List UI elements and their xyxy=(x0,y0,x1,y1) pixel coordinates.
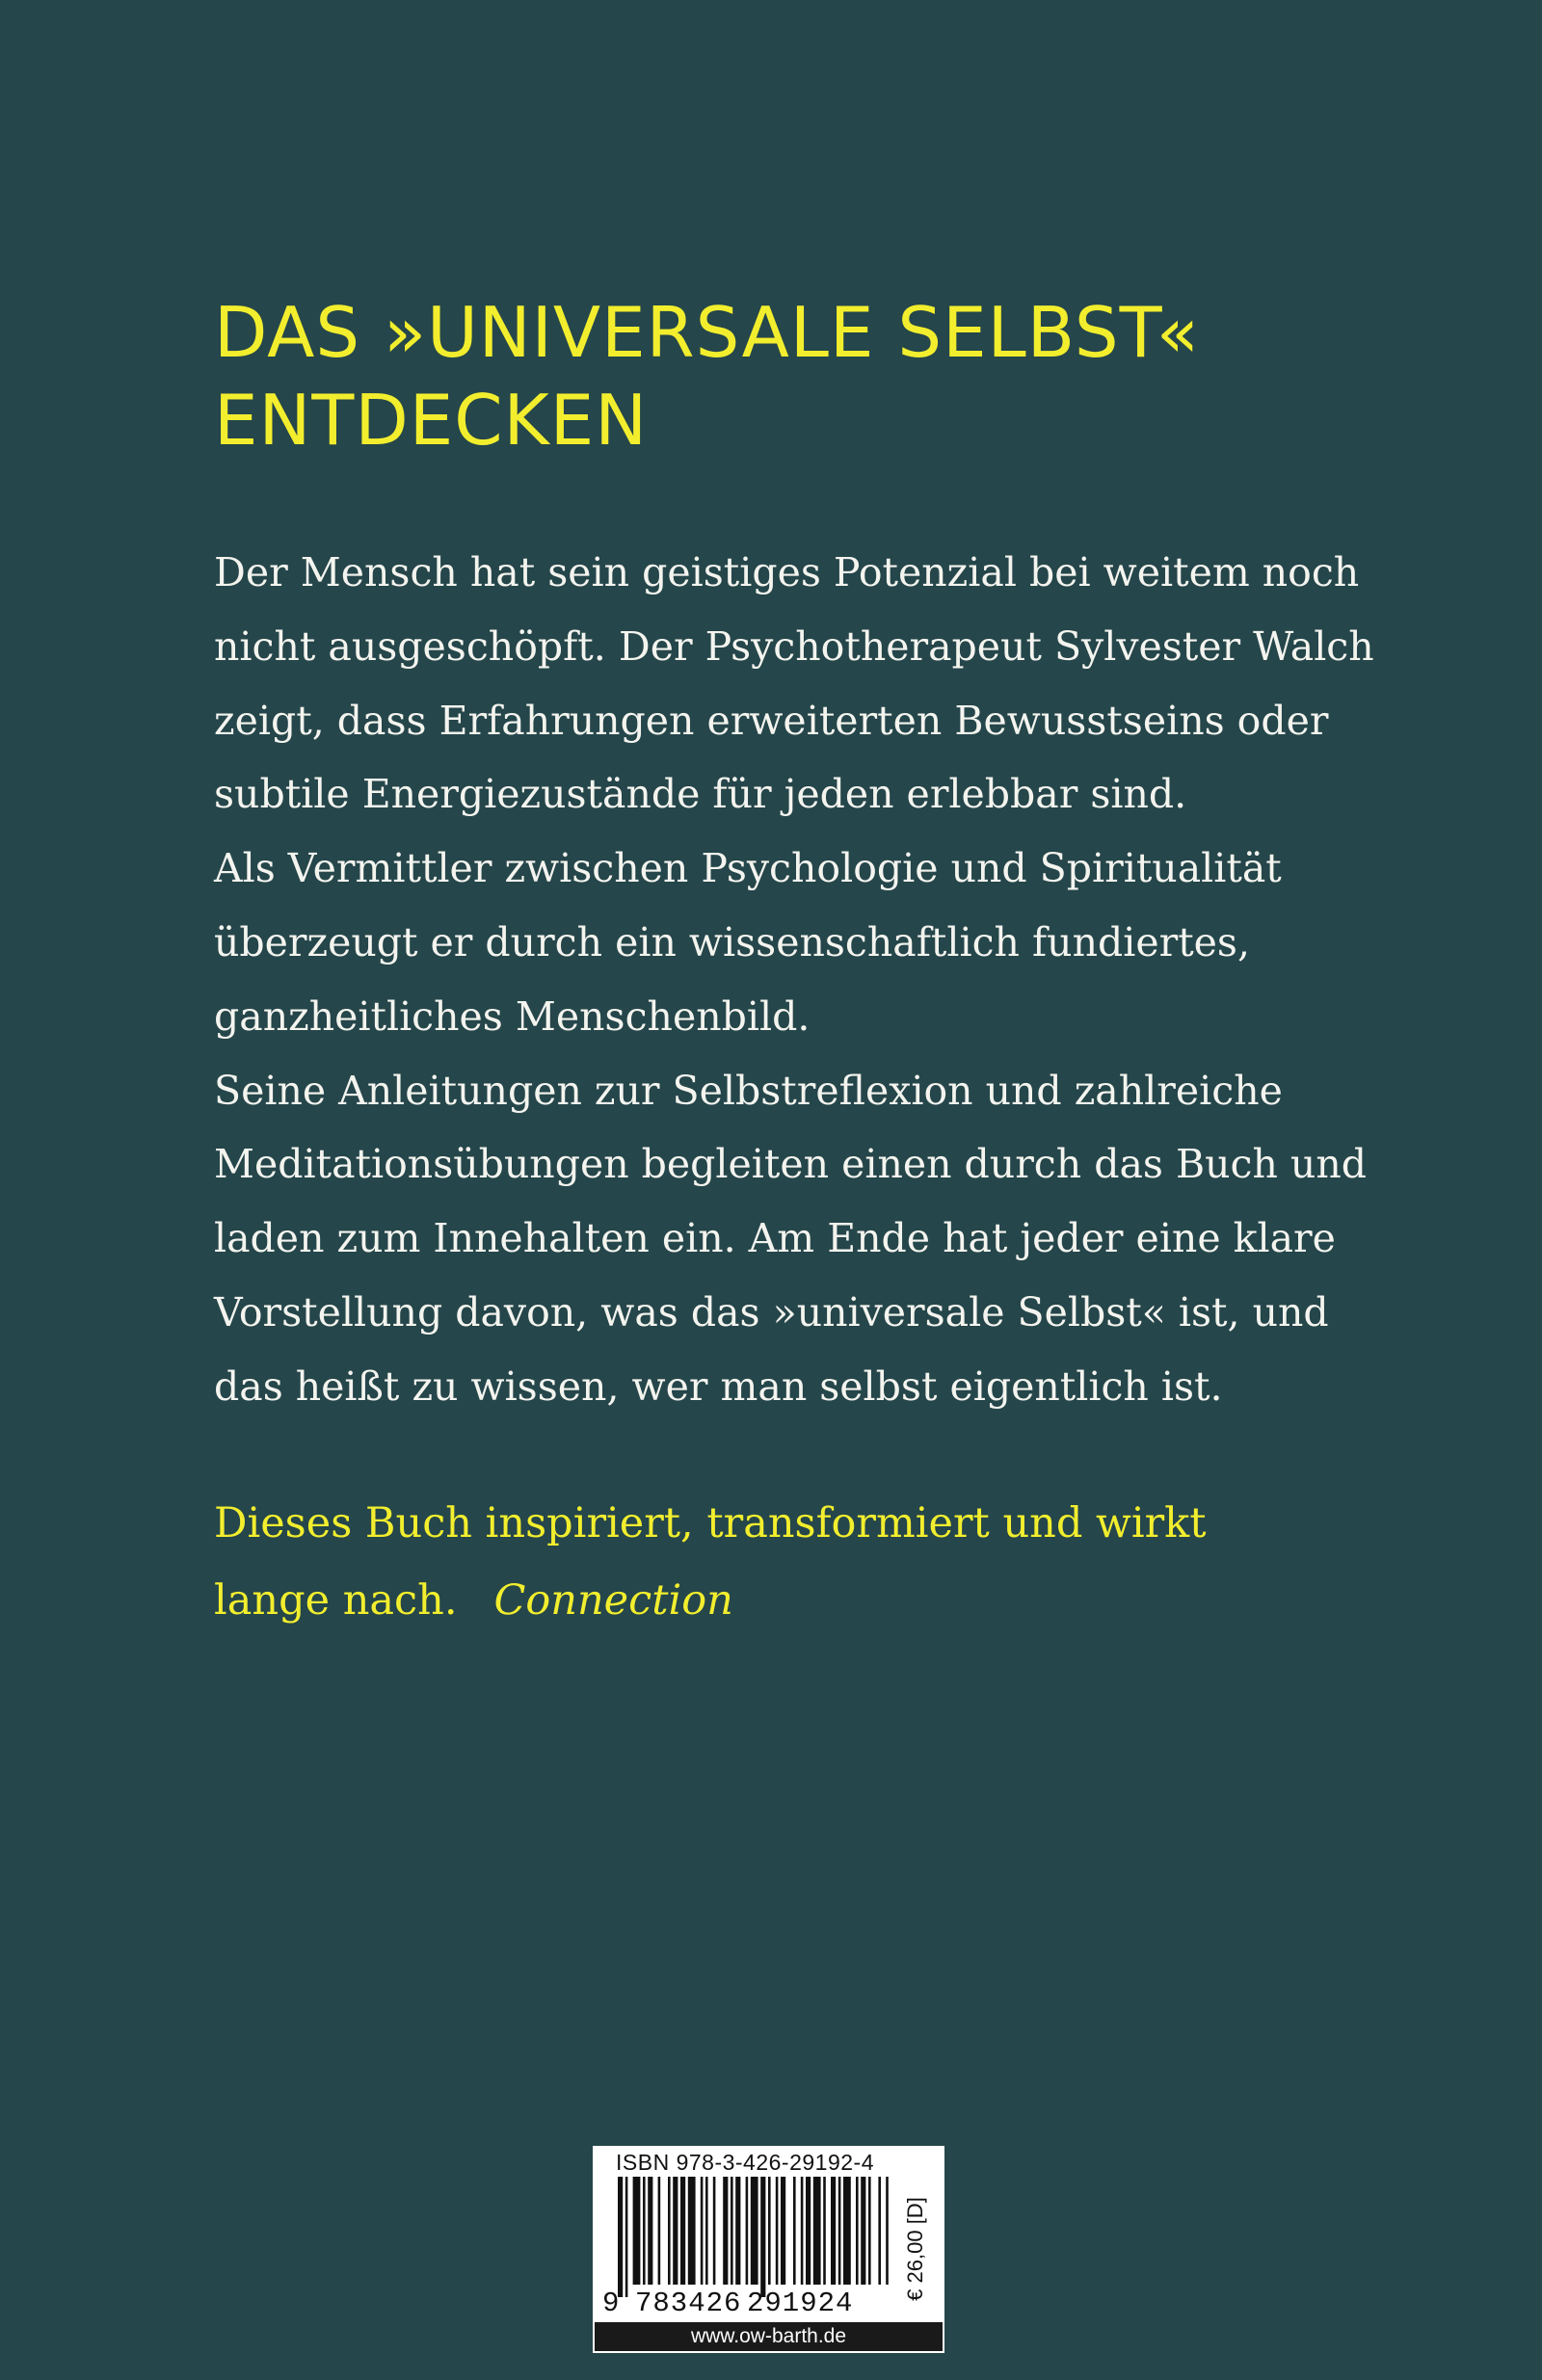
barcode-bar xyxy=(861,2177,865,2285)
barcode-bar xyxy=(856,2177,859,2285)
headline-line-2: ENTDECKEN xyxy=(214,380,649,461)
blurb-line: Der Mensch hat sein geistiges Potenzial bei weitem noch xyxy=(214,549,1360,595)
blurb-line: nicht ausgeschöpft. Der Psychotherapeut Sylvester Walch xyxy=(214,622,1374,670)
headline-line-1: DAS »UNIVERSALE SELBST« xyxy=(214,292,1200,373)
publisher-website: www.ow-barth.de xyxy=(595,2322,943,2351)
barcode-digit-first: 9 xyxy=(602,2287,621,2319)
barcode-bar xyxy=(878,2177,881,2285)
blurb-line: Meditationsübungen begleiten einen durch das Buch und xyxy=(214,1141,1367,1188)
barcode-bar xyxy=(793,2177,796,2285)
barcode-bar xyxy=(823,2177,826,2285)
barcode-bar xyxy=(781,2177,785,2285)
barcode-bar xyxy=(813,2177,821,2285)
barcode-bar xyxy=(731,2177,733,2285)
blurb-line: laden zum Innehalten ein. Am Ende hat jeder eine klare xyxy=(214,1215,1336,1262)
barcode-bar xyxy=(723,2177,728,2285)
barcode-bar xyxy=(688,2177,696,2285)
blurb-line: Vorstellung davon, was das »universale Selbst« ist, und xyxy=(214,1288,1329,1335)
barcode-bar xyxy=(831,2177,836,2285)
barcode-bar xyxy=(680,2177,685,2285)
barcode-bar xyxy=(705,2177,708,2285)
quote-line-2 xyxy=(214,1562,1419,1639)
barcode-bar xyxy=(886,2177,889,2285)
quote-line-2-text: lange nach. xyxy=(214,1576,458,1625)
barcode-bar xyxy=(768,2177,771,2285)
barcode-bar xyxy=(735,2177,740,2285)
isbn-text: ISBN 978-3-426-29192-4 xyxy=(616,2150,874,2175)
barcode-bar xyxy=(701,2177,704,2285)
blurb-line: subtile Energiezustände für jeden erlebbar sind. xyxy=(214,771,1187,818)
barcode-bar xyxy=(776,2177,779,2285)
quote-line-1: Dieses Buch inspiriert, transformiert und wirkt xyxy=(214,1499,1207,1547)
barcode-bar xyxy=(643,2177,646,2285)
barcode-bar xyxy=(618,2177,623,2297)
blurb-line: überzeugt er durch ein wissenschaftlich fundiertes, xyxy=(214,918,1251,965)
barcode-digit-group-2: 291924 xyxy=(747,2287,854,2319)
barcode-bar xyxy=(868,2177,871,2285)
press-quote xyxy=(214,1485,1419,1639)
price-label xyxy=(898,2177,933,2321)
barcode-digit-group-1: 783426 xyxy=(635,2287,742,2319)
barcode-bar xyxy=(673,2177,678,2285)
barcode-bar xyxy=(751,2177,758,2285)
barcode-bar xyxy=(838,2177,841,2285)
blurb-text xyxy=(214,536,1419,1424)
barcode-bar xyxy=(806,2177,811,2285)
price-text: € 26,00 [D] xyxy=(903,2197,927,2301)
blurb-line: das heißt zu wissen, wer man selbst eigentlich ist. xyxy=(214,1362,1223,1410)
barcode-bar xyxy=(648,2177,652,2285)
barcode-label xyxy=(593,2146,944,2353)
barcode-bar xyxy=(658,2177,661,2285)
quote-source: Connection xyxy=(493,1576,733,1625)
barcode-bar xyxy=(801,2177,804,2285)
headline xyxy=(214,289,1370,464)
blurb-line: Seine Anleitungen zur Selbstreflexion und zahlreiche xyxy=(214,1067,1283,1114)
barcode-bar xyxy=(760,2177,765,2297)
barcode-bar xyxy=(843,2177,851,2285)
blurb-line: Als Vermittler zwischen Psychologie und Spiritualität xyxy=(214,845,1282,892)
barcode-bar xyxy=(625,2177,628,2297)
barcode-bars xyxy=(614,2177,893,2297)
barcode-bar xyxy=(713,2177,716,2285)
barcode-bar xyxy=(633,2177,641,2285)
barcode-bar xyxy=(746,2177,749,2285)
blurb-line: zeigt, dass Erfahrungen erweiterten Bewusstseins oder xyxy=(214,697,1329,744)
blurb-line: ganzheitliches Menschenbild. xyxy=(214,992,811,1040)
barcode-bar xyxy=(668,2177,671,2285)
